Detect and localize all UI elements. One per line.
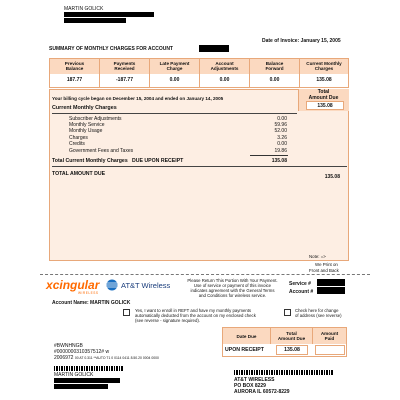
- col-label: Account: [215, 61, 234, 66]
- summary-col-adjustments: [200, 59, 250, 87]
- mailing-name: MARTIN GOLICK: [54, 372, 94, 378]
- cingular-wordmark: cingular: [52, 278, 100, 292]
- reft-enroll-checkbox[interactable]: [123, 309, 130, 316]
- invoice-date: Date of Invoice: January 15, 2005: [262, 38, 341, 44]
- service-number-label: Service #: [289, 281, 311, 287]
- remit-instructions: [180, 278, 285, 298]
- total-amount-due-label: TOTAL AMOUNT DUE: [52, 171, 106, 177]
- total-amount-due-value: 135.08: [317, 103, 333, 109]
- scan-code: [54, 355, 159, 361]
- line-value: 0.00: [277, 116, 287, 122]
- summary-title: SUMMARY OF MONTHLY CHARGES FOR ACCOUNT: [49, 46, 173, 52]
- due-upon-receipt-text: DUE UPON RECEIPT: [132, 158, 184, 164]
- customer-name: MARTIN GOLICK: [64, 6, 104, 12]
- col-value: 187.77: [66, 77, 83, 83]
- billing-cycle-text: Your billing cycle began on December 15, 2004 and ended on January 14, 2005: [52, 96, 224, 101]
- redacted-service-number: [317, 279, 345, 286]
- slip-total-header: [271, 328, 313, 344]
- total-current-charges-label: [52, 158, 183, 164]
- summary-col-balance-forward: [250, 59, 300, 87]
- subtotal-rule: [250, 155, 288, 156]
- att-globe-icon: [106, 279, 118, 291]
- autopay-line: automatically deducted from the account on my enclosed check: [135, 313, 256, 318]
- amount-due-label: Amount Due: [308, 95, 339, 101]
- slip-date-value: UPON RECEIPT: [225, 347, 264, 353]
- col-value: -187.77: [116, 77, 133, 83]
- line-label: Charges: [69, 135, 88, 141]
- col-value: 0.00: [269, 77, 280, 83]
- print-note: Front and Back: [309, 268, 339, 273]
- instruction-line: and Conditions for wireless service.: [198, 293, 267, 298]
- scan-code: #BWNHNGB: [54, 343, 83, 349]
- scan-code-number: 2006972: [54, 355, 74, 361]
- att-wireless-logo: AT&T Wireless: [121, 281, 171, 290]
- col-label: Payments: [113, 61, 136, 66]
- summary-col-previous-balance: [50, 59, 100, 87]
- payment-slip: [222, 327, 347, 357]
- line-value: 19.86: [274, 148, 287, 154]
- cingular-tagline: WIRELESS: [78, 291, 99, 295]
- instruction-line: Please Return This Portion With Your Payment.: [187, 278, 278, 283]
- address-change-text: [295, 308, 342, 318]
- slip-header-text: Amount Due: [277, 336, 306, 341]
- slip-date-due-header: [223, 328, 271, 344]
- instruction-line: indicates agreement with the General Terms: [190, 288, 275, 293]
- autopay-line: Yes, I want to enroll in REFT and have my monthly payments: [135, 308, 252, 313]
- redacted-account-number: [317, 287, 345, 294]
- redacted-address: [64, 12, 154, 17]
- tear-line: [40, 274, 370, 275]
- line-label: Monthly Service: [69, 122, 105, 128]
- summary-col-current-charges: [300, 59, 348, 87]
- col-label: Balance: [265, 61, 284, 66]
- redacted-address: [64, 18, 126, 23]
- reft-enroll-text: [135, 308, 256, 323]
- col-label: Previous: [64, 61, 85, 66]
- col-label: Received: [114, 66, 135, 71]
- slip-header-text: Amount: [320, 331, 339, 336]
- address-change-line: of address (see reverse): [295, 313, 342, 318]
- instruction-line: Use of service or payment of this invoice: [193, 283, 272, 288]
- line-value: 0.00: [277, 141, 287, 147]
- col-label: Forward: [265, 66, 284, 71]
- address-change-checkbox[interactable]: [284, 309, 291, 316]
- redacted-mailing-address: [54, 378, 120, 383]
- amount-paid-field[interactable]: [315, 345, 345, 355]
- print-note: We Print on: [315, 262, 338, 267]
- total-current-charges-value: 135.08: [271, 158, 287, 164]
- payee-address: PO BOX 8229: [234, 383, 266, 389]
- line-label: Government Fees and Taxes: [69, 148, 134, 154]
- slip-header-text: Paid: [324, 336, 335, 341]
- cingular-logo: xcingular: [46, 278, 100, 292]
- redacted-account-number: [199, 45, 229, 52]
- col-label: Late Payment: [159, 61, 190, 66]
- summary-col-late-payment: [150, 59, 200, 87]
- address-change-line: Check here for change: [295, 308, 339, 313]
- print-note: Note: =>: [309, 254, 326, 259]
- slip-header-text: Date Due: [236, 334, 257, 339]
- divider: [52, 113, 297, 114]
- col-label: Current Monthly: [306, 61, 342, 66]
- slip-header-text: Total: [286, 331, 297, 336]
- slip-paid-header: [313, 328, 346, 344]
- line-value: 59.96: [274, 122, 287, 128]
- line-label: Credits: [69, 141, 85, 147]
- autopay-line: (see reverse - signature required).: [135, 318, 200, 323]
- payee-city: AURORA IL 60572-8229: [234, 389, 290, 395]
- col-value: 0.00: [169, 77, 180, 83]
- account-name: Account Name: MARTIN GOLICK: [52, 300, 131, 306]
- col-label: Charges: [314, 66, 334, 71]
- col-label: Adjustments: [210, 66, 239, 71]
- total-amount-due-final: 135.08: [324, 174, 340, 180]
- total-current-label-text: Total Current Monthly Charges: [52, 158, 128, 164]
- summary-col-payments: [100, 59, 150, 87]
- postal-barcode: [54, 366, 124, 371]
- total-label: Total: [317, 89, 330, 95]
- scan-code-tail: 00 AT 0.311 **AUTO T1 0 0114 0411 8.50.20 0004 0000: [74, 356, 159, 360]
- col-label: Charge: [166, 66, 183, 71]
- redacted-mailing-address: [54, 384, 108, 389]
- line-label: Subscriber Adjustments: [69, 116, 122, 122]
- col-value: 0.00: [219, 77, 230, 83]
- payee-name: AT&T WIRELESS: [234, 377, 275, 383]
- line-value: 52.00: [274, 128, 287, 134]
- line-label: Monthly Usage: [69, 128, 103, 134]
- payee-barcode: [234, 370, 334, 375]
- summary-table: [49, 58, 349, 88]
- scan-code: #0000000310357512# w: [54, 349, 110, 355]
- current-monthly-charges-heading: Current Monthly Charges: [52, 105, 117, 111]
- col-label: Balance: [65, 66, 84, 71]
- slip-total-value: 135.08: [284, 347, 300, 353]
- col-value: 135.08: [316, 77, 332, 83]
- divider: [52, 166, 347, 167]
- account-number-label: Account #: [289, 289, 314, 295]
- line-value: 3.26: [277, 135, 287, 141]
